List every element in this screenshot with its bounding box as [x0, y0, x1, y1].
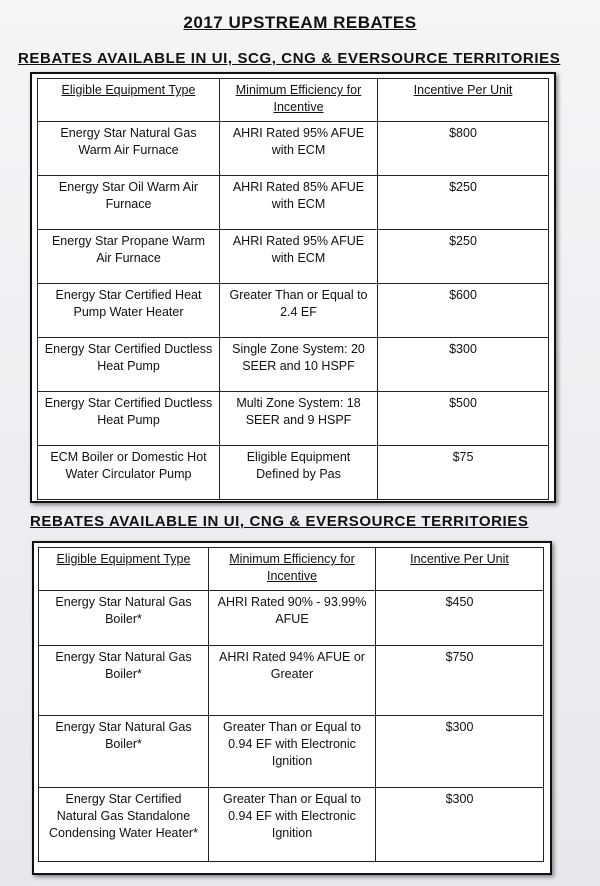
incentive-cell: $500: [378, 392, 549, 446]
efficiency-cell: Single Zone System: 20 SEER and 10 HSPF: [220, 338, 378, 392]
section1-heading: REBATES AVAILABLE IN UI, SCG, CNG & EVERSOURCE TERRITORIES: [18, 50, 561, 67]
efficiency-cell: AHRI Rated 94% AFUE or Greater: [209, 646, 376, 716]
efficiency-cell: AHRI Rated 85% AFUE with ECM: [220, 176, 378, 230]
section2-heading: REBATES AVAILABLE IN UI, CNG & EVERSOURCE TERRITORIES: [30, 513, 529, 530]
incentive-cell: $75: [378, 446, 549, 500]
efficiency-cell: Eligible Equipment Defined by Pas: [220, 446, 378, 500]
section1-table-frame: [30, 72, 556, 503]
equipment-cell: Energy Star Certified Ductless Heat Pump: [38, 392, 220, 446]
column-header-equipment: Eligible Equipment Type: [39, 548, 209, 591]
table-row: [38, 122, 549, 176]
incentive-cell: $300: [378, 338, 549, 392]
equipment-cell: Energy Star Natural Gas Boiler*: [39, 591, 209, 646]
incentive-cell: $250: [378, 230, 549, 284]
table-header-row: [38, 79, 549, 122]
equipment-cell: Energy Star Natural Gas Boiler*: [39, 646, 209, 716]
table-row: [38, 230, 549, 284]
column-header-efficiency: Minimum Efficiency for Incentive: [220, 79, 378, 122]
incentive-cell: $300: [376, 716, 544, 788]
table-row: [38, 284, 549, 338]
table-row: [39, 591, 544, 646]
incentive-cell: $600: [378, 284, 549, 338]
efficiency-cell: Multi Zone System: 18 SEER and 9 HSPF: [220, 392, 378, 446]
efficiency-cell: Greater Than or Equal to 0.94 EF with Electronic Ignition: [209, 788, 376, 862]
table-row: [38, 338, 549, 392]
section2-table-frame: [32, 541, 552, 875]
efficiency-cell: Greater Than or Equal to 0.94 EF with Electronic Ignition: [209, 716, 376, 788]
equipment-cell: Energy Star Certified Natural Gas Standalone Condensing Water Heater*: [39, 788, 209, 862]
incentive-cell: $450: [376, 591, 544, 646]
incentive-cell: $800: [378, 122, 549, 176]
incentive-cell: $250: [378, 176, 549, 230]
table-row: [39, 788, 544, 862]
equipment-cell: Energy Star Oil Warm Air Furnace: [38, 176, 220, 230]
equipment-cell: Energy Star Propane Warm Air Furnace: [38, 230, 220, 284]
column-header-incentive: Incentive Per Unit: [376, 548, 544, 591]
section1-rebate-table: [37, 78, 549, 500]
table-row: [39, 646, 544, 716]
efficiency-cell: AHRI Rated 90% - 93.99% AFUE: [209, 591, 376, 646]
equipment-cell: Energy Star Natural Gas Warm Air Furnace: [38, 122, 220, 176]
table-row: [38, 176, 549, 230]
incentive-cell: $300: [376, 788, 544, 862]
column-header-incentive: Incentive Per Unit: [378, 79, 549, 122]
efficiency-cell: Greater Than or Equal to 2.4 EF: [220, 284, 378, 338]
page-title: 2017 UPSTREAM REBATES: [183, 13, 417, 32]
efficiency-cell: AHRI Rated 95% AFUE with ECM: [220, 122, 378, 176]
column-header-efficiency: Minimum Efficiency for Incentive: [209, 548, 376, 591]
table-header-row: [39, 548, 544, 591]
equipment-cell: Energy Star Certified Ductless Heat Pump: [38, 338, 220, 392]
equipment-cell: Energy Star Natural Gas Boiler*: [39, 716, 209, 788]
equipment-cell: ECM Boiler or Domestic Hot Water Circulator Pump: [38, 446, 220, 500]
column-header-equipment: Eligible Equipment Type: [38, 79, 220, 122]
table-row: [38, 392, 549, 446]
section2-rebate-table: [38, 547, 544, 862]
equipment-cell: Energy Star Certified Heat Pump Water Heater: [38, 284, 220, 338]
efficiency-cell: AHRI Rated 95% AFUE with ECM: [220, 230, 378, 284]
table-row: [38, 446, 549, 500]
table-row: [39, 716, 544, 788]
incentive-cell: $750: [376, 646, 544, 716]
